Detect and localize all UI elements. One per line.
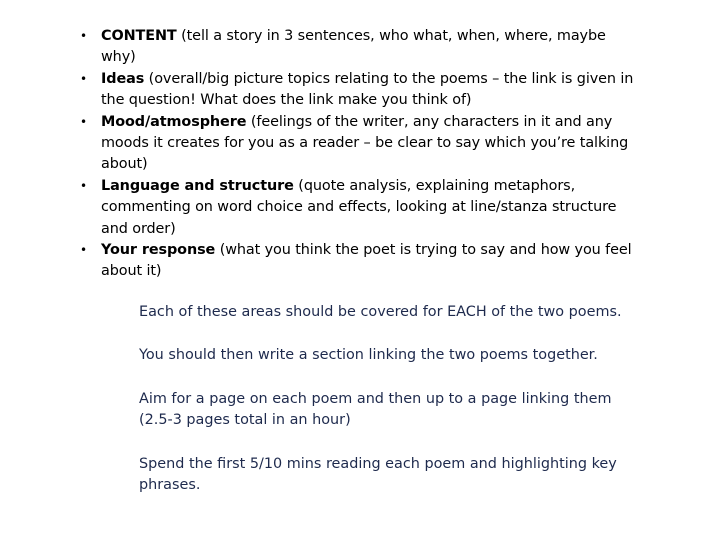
bullet-icon: • — [80, 114, 87, 129]
criteria-term: Language and structure — [101, 177, 294, 194]
bullet-icon: • — [80, 71, 87, 86]
note-coverage: Each of these areas should be covered for EACH of the two poems. — [139, 304, 622, 320]
note-linking-section: You should then write a section linking the two poems together. — [139, 347, 598, 364]
criteria-list — [76, 26, 636, 283]
criteria-item-content — [76, 26, 636, 69]
criteria-description: (feelings of the writer, any characters in it and any moods it creates for you as a reader – be clear to say which you’re talking about) — [101, 113, 629, 173]
criteria-description: (overall/big picture topics relating to the poems – the link is given in the question! What does the link make you think of) — [101, 70, 634, 109]
criteria-term: Mood/atmosphere — [101, 113, 247, 130]
criteria-item-mood — [76, 112, 636, 176]
bullet-icon: • — [80, 243, 87, 258]
criteria-description: (what you think the poet is trying to say and how you feel about it) — [101, 242, 632, 280]
note-reading-time: Spend the first 5/10 mins reading each poem and highlighting key phrases. — [139, 455, 617, 494]
criteria-item-ideas — [76, 69, 636, 112]
note-page-length: Aim for a page on each poem and then up to a page linking them (2.5-3 pages total in an hour) — [139, 390, 612, 429]
criteria-item-language — [76, 176, 636, 240]
criteria-term: Ideas — [101, 70, 145, 87]
criteria-term: Your response — [101, 242, 216, 259]
criteria-term: CONTENT — [101, 28, 177, 44]
instructions-notes — [139, 302, 639, 518]
criteria-item-response — [76, 240, 636, 283]
criteria-description: (tell a story in 3 sentences, who what, when, where, maybe why) — [101, 28, 606, 66]
criteria-description: (quote analysis, explaining metaphors, commenting on word choice and effects, looking at line/stanza structure and order) — [101, 177, 617, 237]
bullet-icon: • — [80, 178, 87, 193]
bullet-icon: • — [80, 29, 87, 43]
